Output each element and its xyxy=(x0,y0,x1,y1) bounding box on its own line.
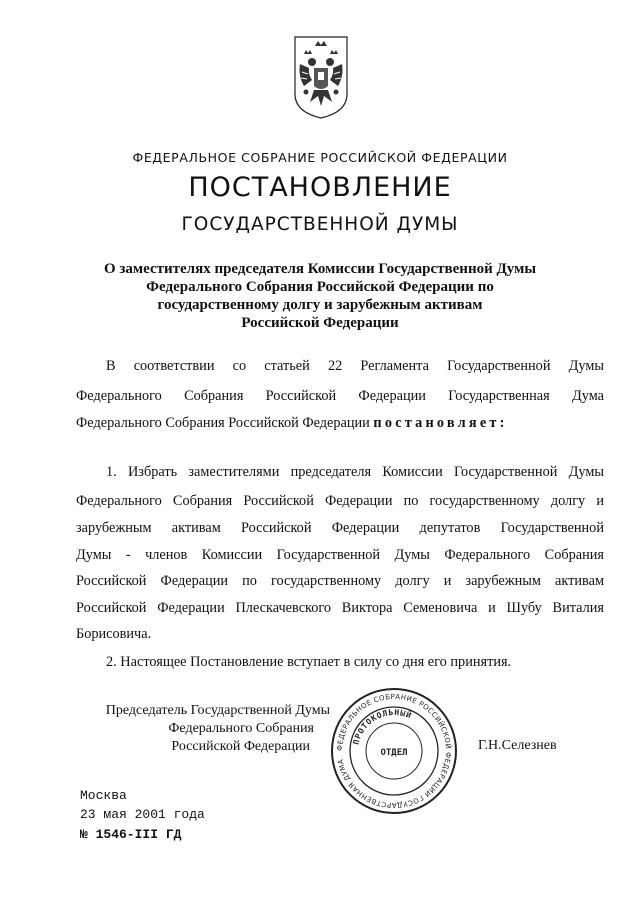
signature-line: Российской Федерации xyxy=(171,739,310,754)
title-line: Федерального Собрания Российской Федерации по xyxy=(146,279,494,295)
double-headed-eagle-emblem-icon xyxy=(292,34,350,120)
item1-line: Борисовича. xyxy=(76,626,152,642)
item1-line: 1. Избрать заместителями председателя Комиссии Государственной Думы xyxy=(106,464,604,480)
svg-text:ПРОТОКОЛЬНЫЙ xyxy=(352,708,414,746)
item2-line: 2. Настоящее Постановление вступает в силу со дня его принятия. xyxy=(106,654,512,670)
item1-line: Федерального Собрания Российской Федерации по государственному долгу и xyxy=(76,493,604,509)
item1-line: Российской Федерации по государственному долгу и зарубежным активам xyxy=(76,573,604,589)
parliament-name: ФЕДЕРАЛЬНОЕ СОБРАНИЕ РОССИЙСКОЙ ФЕДЕРАЦИИ xyxy=(132,150,508,165)
item1-line: зарубежным активам Российской Федерации депутатов Государственной xyxy=(76,520,604,536)
item1-line: Думы - членов Комиссии Государственной Думы Федерального Собрания xyxy=(76,547,604,563)
preamble-line: В соответствии со статьей 22 Регламента Государственной Думы xyxy=(106,358,604,374)
stamp-arc-text: ПРОТОКОЛЬНЫЙ xyxy=(351,707,414,746)
official-stamp xyxy=(328,685,460,817)
document-subtype: ГОСУДАРСТВЕННОЙ ДУМЫ xyxy=(181,214,459,235)
signatory-name: Г.Н.Селезнев xyxy=(478,738,557,753)
stamp-center-text: ОТДЕЛ xyxy=(380,748,408,758)
stamp-ring-text: ФЕДЕРАЛЬНОЕ СОБРАНИЕ РОССИЙСКОЙ ФЕДЕРАЦИИ ГОСУДАРСТВЕННАЯ ДУМА xyxy=(335,692,453,810)
signature-title xyxy=(0,702,330,756)
title-line: О заместителях председателя Комиссии Государственной Думы xyxy=(103,261,537,277)
preamble-text: Федерального Собрания Российской Федерации xyxy=(76,415,370,431)
coat-of-arms-emblem xyxy=(292,34,350,120)
resolves-word: постановляет: xyxy=(373,415,508,431)
signature-line: Председатель Государственной Думы xyxy=(105,703,330,718)
document-type: ПОСТАНОВЛЕНИЕ xyxy=(188,172,452,203)
place: Москва xyxy=(80,788,127,803)
document-date: 23 мая 2001 года xyxy=(80,807,205,822)
title-line: Российской Федерации xyxy=(241,315,399,331)
item1-line: Российской Федерации Плескачевского Виктора Семеновича и Шубу Виталия xyxy=(76,600,604,616)
document-number: № 1546-III ГД xyxy=(80,827,182,842)
stamp-seal-icon xyxy=(328,685,460,817)
title-line: государственному долгу и зарубежным активам xyxy=(157,297,483,313)
preamble-line xyxy=(76,414,604,432)
preamble-line: Федерального Собрания Российской Федерации Государственная Дума xyxy=(76,388,604,404)
signature-line: Федерального Собрания xyxy=(168,721,314,736)
